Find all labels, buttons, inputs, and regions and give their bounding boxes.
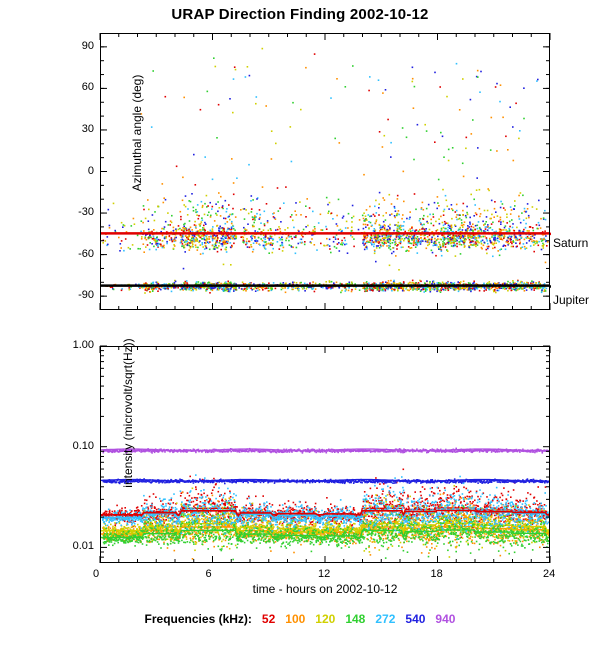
ytick-azimuth-30: 30	[81, 122, 94, 135]
ytick-intensity-0: 0.01	[72, 540, 94, 553]
legend-item-540: 540	[405, 612, 426, 626]
legend-item-272: 272	[375, 612, 396, 626]
jupiter-reference-label: Jupiter	[553, 293, 590, 307]
ytick-azimuth--90: -90	[78, 289, 94, 302]
ytick-azimuth-90: 90	[81, 39, 94, 52]
x-axis-label: time - hours on 2002-10-12	[252, 582, 398, 596]
intensity-y-axis-label: intensity (microvolt/sqrt(Hz))	[121, 338, 135, 488]
ytick-azimuth-60: 60	[81, 81, 94, 94]
legend-item-120: 120	[315, 612, 336, 626]
ytick-azimuth--60: -60	[78, 247, 94, 260]
xtick-6: 6	[205, 568, 212, 580]
ytick-intensity-2: 1.00	[72, 339, 94, 351]
page-title: URAP Direction Finding 2002-10-12	[171, 6, 429, 23]
xtick-12: 12	[318, 568, 331, 580]
ytick-azimuth-0: 0	[87, 164, 94, 177]
saturn-reference-label: Saturn	[553, 236, 589, 250]
legend-item-940: 940	[435, 612, 456, 626]
ytick-azimuth--30: -30	[78, 206, 94, 219]
legend-item-52: 52	[261, 612, 276, 626]
azimuth-y-axis-label: Azimuthal angle (deg)	[130, 74, 144, 192]
legend-item-100: 100	[285, 612, 306, 626]
legend-title: Frequencies (kHz):	[144, 612, 252, 626]
legend-item-148: 148	[345, 612, 366, 626]
ytick-intensity-1: 0.10	[72, 439, 94, 452]
xtick-18: 18	[430, 568, 443, 580]
xtick-24: 24	[543, 568, 556, 580]
xtick-0: 0	[93, 568, 100, 580]
